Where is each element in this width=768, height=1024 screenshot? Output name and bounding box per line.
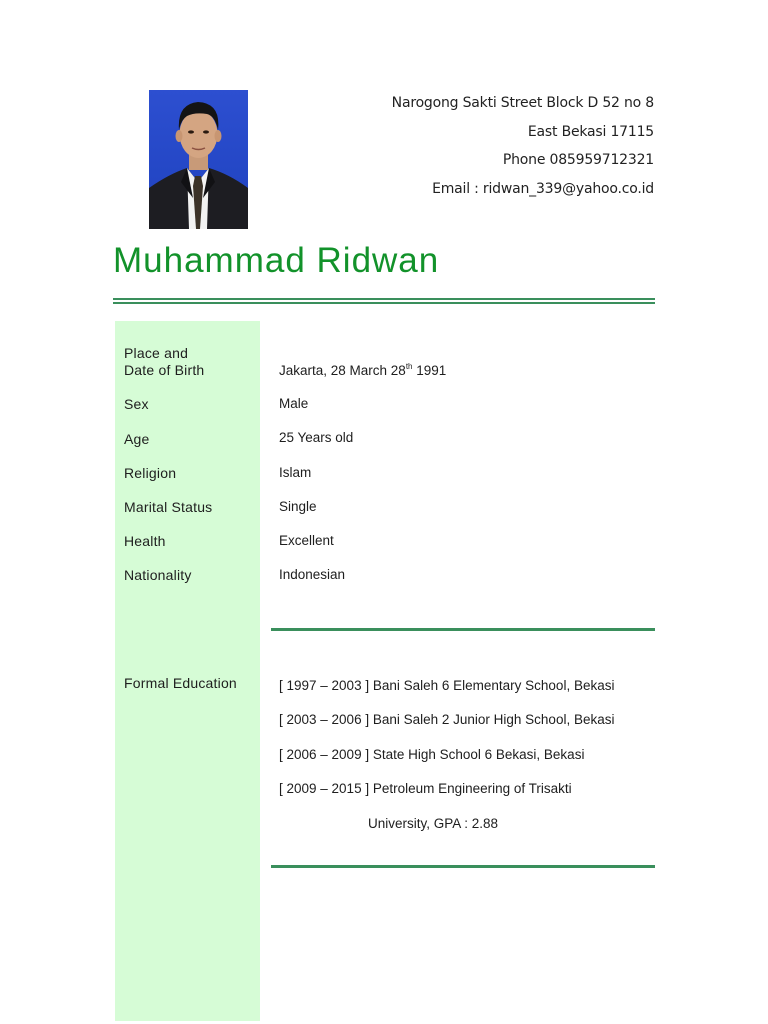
marital-status-value: Single — [279, 499, 317, 514]
email-line: Email : ridwan_339@yahoo.co.id — [432, 181, 654, 198]
birth-label-line2: Date of Birth — [124, 362, 205, 378]
header-divider-bottom — [113, 302, 655, 304]
section-divider — [271, 628, 655, 631]
section-divider — [271, 865, 655, 868]
birth-value: Jakarta, 28 March 28th 1991 — [279, 362, 447, 378]
label-column-background — [115, 321, 260, 1021]
age-label: Age — [124, 431, 150, 447]
profile-photo — [149, 90, 248, 229]
person-portrait-icon — [149, 90, 248, 229]
contact-block — [392, 92, 654, 207]
nationality-value: Indonesian — [279, 567, 346, 582]
phone-line: Phone 085959712321 — [502, 152, 654, 169]
education-entry: [ 2003 – 2006 ] Bani Saleh 2 Junior High School, Bekasi — [279, 712, 615, 727]
sex-label: Sex — [124, 396, 149, 412]
sex-value: Male — [279, 396, 309, 411]
marital-status-label: Marital Status — [124, 499, 213, 515]
nationality-label: Nationality — [124, 567, 192, 583]
age-value: 25 Years old — [279, 430, 354, 445]
education-entry: [ 2009 – 2015 ] Petroleum Engineering of Trisakti — [279, 781, 572, 796]
religion-label: Religion — [124, 465, 177, 481]
health-label: Health — [124, 533, 166, 549]
city-line: East Bekasi 17115 — [527, 123, 654, 140]
applicant-name: Muhammad Ridwan — [113, 241, 440, 280]
address-line: Narogong Sakti Street Block D 52 no 8 — [391, 95, 654, 111]
education-entry: [ 2006 – 2009 ] State High School 6 Bekasi, Bekasi — [279, 747, 585, 762]
education-label: Formal Education — [124, 675, 237, 691]
header-divider-top — [113, 298, 655, 300]
religion-value: Islam — [279, 465, 312, 480]
education-entry: [ 1997 – 2003 ] Bani Saleh 6 Elementary School, Bekasi — [279, 678, 615, 693]
health-value: Excellent — [279, 533, 334, 548]
birth-label-line1: Place and — [124, 345, 189, 361]
education-entry-continuation: University, GPA : 2.88 — [368, 816, 499, 831]
